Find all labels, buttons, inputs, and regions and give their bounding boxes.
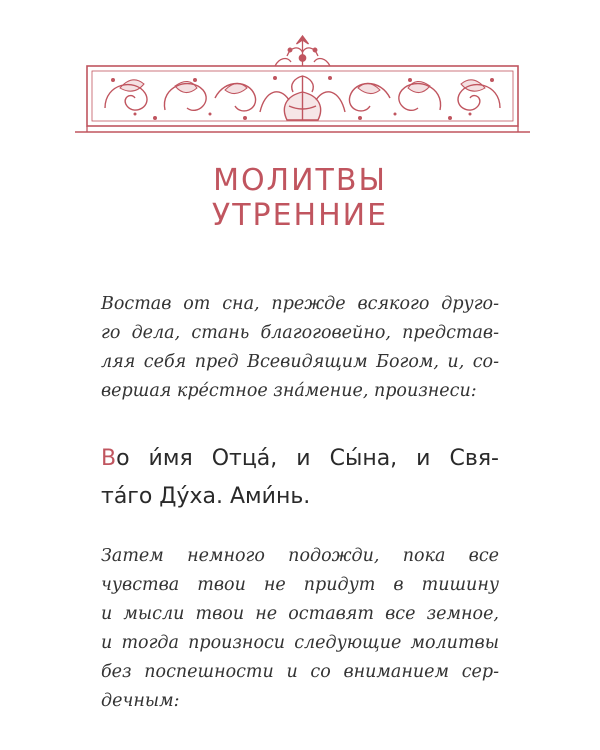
- instruction-paragraph: [101, 542, 499, 716]
- instruction-line: дечным:: [101, 691, 180, 711]
- prayer-initial-letter: В: [101, 446, 117, 471]
- intro-line: Востав от сна, прежде всякого друго-: [101, 294, 499, 314]
- instruction-line: без поспешности и со вниманием сер-: [101, 662, 499, 682]
- intro-line: го дела, стань благоговейно, представ-: [101, 323, 499, 343]
- floral-headpiece-ornament-icon: [75, 28, 530, 138]
- intro-line: ляя себя пред Всевидящим Богом, и, со-: [101, 352, 499, 372]
- prayer-line-1-rest: о и́мя Отца́, и Сы́на, и Свя-: [116, 446, 499, 471]
- prayer-line: та́го Ду́ха. Ами́нь.: [101, 484, 311, 509]
- intro-line: вершая кре́стное зна́мение, произнеси:: [101, 381, 477, 401]
- instruction-line: и мысли твои не оставят все земное,: [101, 604, 499, 624]
- page-title-line-1: МОЛИТВЫ: [213, 163, 387, 198]
- prayer-text: [101, 440, 499, 516]
- instruction-line: чувства твои не придут в тишину: [101, 575, 499, 595]
- intro-paragraph: [101, 290, 499, 406]
- prayer-line: [101, 440, 499, 478]
- page-title-line-2: УТРЕННИЕ: [211, 198, 389, 233]
- instruction-line: Затем немного подожди, пока все: [101, 546, 499, 566]
- instruction-line: и тогда произноси следующие молитвы: [101, 633, 499, 653]
